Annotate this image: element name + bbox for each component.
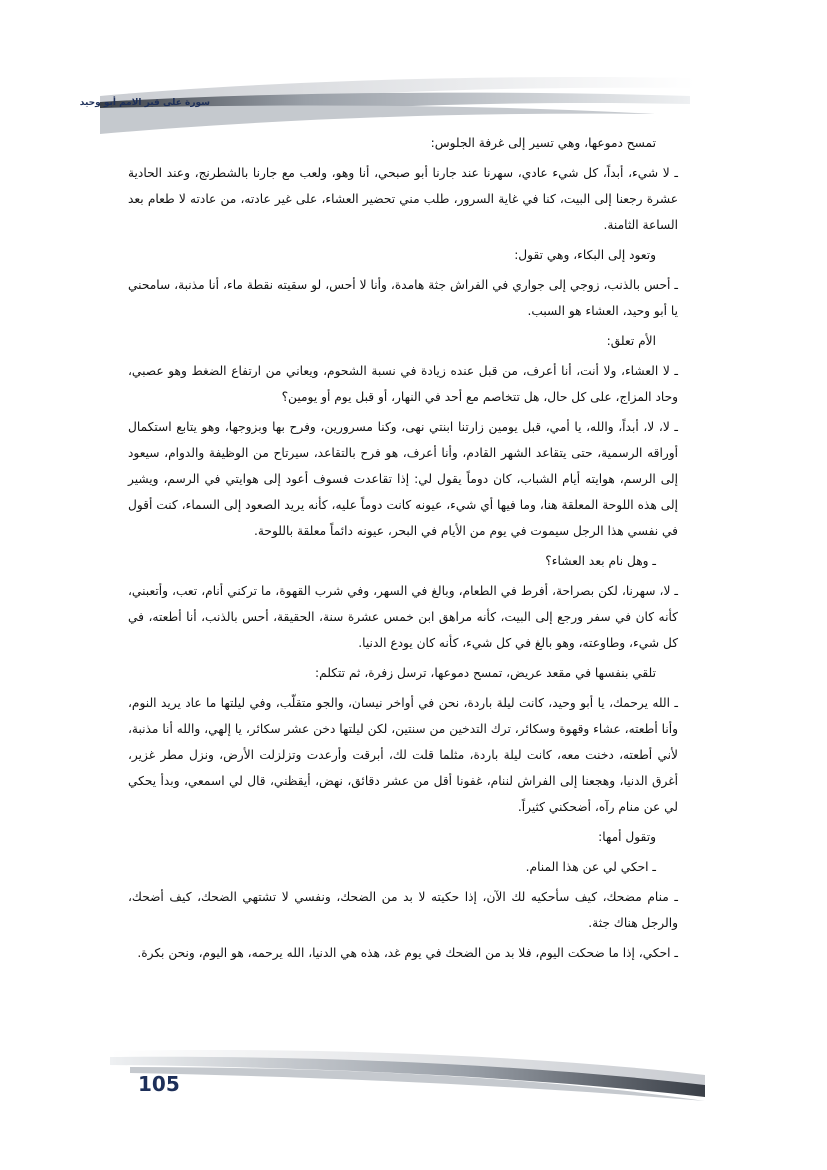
dialogue-paragraph: ـ لا العشاء، ولا أنت، أنا أعرف، من قبل عنده زيادة في نسبة الشحوم، ويعاني من ارتفاع الضغط وهو عصبي، وحاد المزاج، على كل حال، هل تتخاصم مع أحد في النهار، أو قبل يوم أو يومين؟ bbox=[128, 364, 678, 404]
narration-paragraph: وتقول أمها: bbox=[598, 830, 656, 844]
dialogue-paragraph: ـ لا، سهرنا، لكن بصراحة، أفرط في الطعام، وبالغ في السهر، وفي شرب القهوة، ما تركني أنام، تعب، وأتعبني، كأنه كان في سفر ورجع إلى البيت، كأنه مراهق ابن خمس عشرة سنة، الحقيقة، أحس بالذنب، أنا أطعته، في كل شيء، وطاوعته، وهو بالغ في كل شيء، كأنه كان يودع الدنيا. bbox=[128, 584, 678, 650]
narration-paragraph: تلقي بنفسها في مقعد عريض، تمسح دموعها، ترسل زفرة، ثم تتكلم: bbox=[315, 666, 656, 680]
footer-swoosh-graphic bbox=[110, 1045, 710, 1115]
dialogue-paragraph: ـ الله يرحمك، يا أبو وحيد، كانت ليلة باردة، نحن في أواخر نيسان، والجو متقلّب، وفي ليلتها ما عاد يريد النوم، وأنا أطعته، عشاء وقهوة وسكائر، ترك التدخين من سنتين، لكن ليلتها دخن عشر سكائر، يا إلهي، والله أنا مذنبة، لأني أطعته، دخنت معه، كانت ليلة باردة، مثلما قلت لك، أبرقت وأرعدت وتزلزلت الأرض، ونزل مطر غزير، أغرق الدنيا، وهجعنا إلى الفراش لننام، غفونا أقل من عشر دقائق، نهض، أيقظني، قال لي اسمعي، وبدأ يحكي لي عن منام رآه، أضحكني كثيراً. bbox=[128, 696, 678, 814]
narration-paragraph: وتعود إلى البكاء، وهي تقول: bbox=[514, 248, 656, 262]
page-number: 105 bbox=[138, 1072, 180, 1096]
narration-paragraph: ـ احكي لي عن هذا المنام. bbox=[525, 860, 656, 874]
narration-paragraph: الأم تعلق: bbox=[606, 334, 656, 348]
dialogue-paragraph: ـ أحس بالذنب، زوجي إلى جواري في الفراش جثة هامدة، وأنا لا أحس، لو سقيته نقطة ماء، أنا مذنبة، سامحني يا أبو وحيد، العشاء هو السبب. bbox=[128, 278, 678, 318]
narration-paragraph: تمسح دموعها، وهي تسير إلى غرفة الجلوس: bbox=[430, 136, 656, 150]
dialogue-paragraph: ـ منام مضحك، كيف سأحكيه لك الآن، إذا حكيته لا بد من الضحك، ونفسي لا تشتهي الضحك، كيف أضحك، والرجل هناك جثة. bbox=[128, 890, 678, 930]
dialogue-paragraph: ـ احكي، إذا ما ضحكت اليوم، فلا بد من الضحك في يوم غد، هذه هي الدنيا، الله يرحمه، هو اليوم، ونحن بكرة. bbox=[137, 946, 678, 960]
running-header-title: سورة على قبر الامم أبو وحيد bbox=[79, 98, 210, 108]
page-body-text bbox=[128, 130, 678, 1020]
dialogue-paragraph: ـ لا، لا، أبداً، والله، يا أمي، قبل يومين زارتنا ابنتي نهى، وكنا مسرورين، وفرح بها وبزوجها، وهو يتابع استكمال أوراقه الرسمية، حتى يتقاعد الشهر القادم، وأنا أعرف، هو فرح بالتقاعد، سيرتاح من الوظيفة والدوام، سيعود إلى الرسم، هوايته أيام الشباب، كان دوماً يقول لي: إذا تقاعدت فسوف أعود إلى هوايتي في الرسم، ويشير إلى هذه اللوحة المعلقة هنا، وما فيها أي شيء، عيونه كانت دوماً عليه، كأنه يريد الصعود إلى السماء، كنت أقول في نفسي هذا الرجل سيموت في يوم من الأيام في البحر، عيونه دائماً معلقة باللوحة. bbox=[128, 420, 678, 538]
narration-paragraph: ـ وهل نام بعد العشاء؟ bbox=[545, 554, 656, 568]
dialogue-paragraph: ـ لا شيء، أبداً، كل شيء عادي، سهرنا عند جارنا أبو صبحي، أنا وهو، ولعب مع جارنا بالشطرنج، وعند الحادية عشرة رجعنا إلى البيت، كنا في غاية السرور، طلب مني تحضير العشاء، على غير عادته، من عادته لا طعام بعد الساعة الثامنة. bbox=[128, 166, 678, 232]
